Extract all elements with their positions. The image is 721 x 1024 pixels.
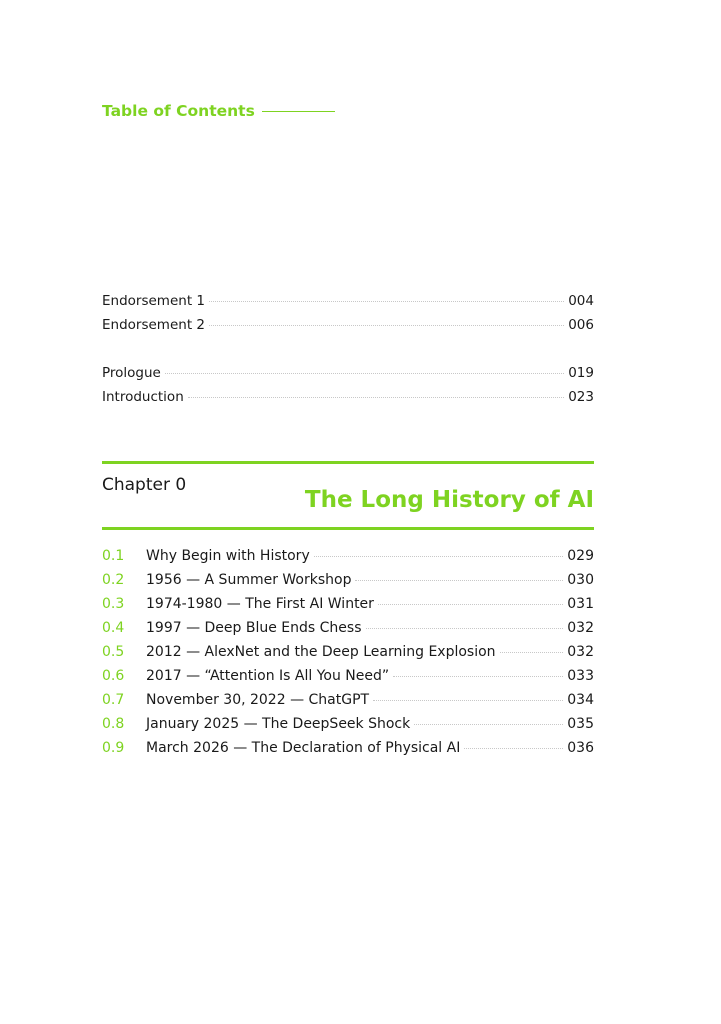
dot-leader (209, 325, 564, 326)
section-entry[interactable] (102, 668, 594, 692)
section-title: 2012 — AlexNet and the Deep Learning Explosion (146, 644, 496, 660)
section-page: 031 (567, 596, 594, 612)
entry-title: Endorsement 2 (102, 317, 205, 333)
section-entry[interactable] (102, 548, 594, 572)
section-number: 0.9 (102, 740, 125, 756)
section-number: 0.4 (102, 620, 125, 636)
section-number: 0.8 (102, 716, 125, 732)
dot-leader (393, 676, 563, 677)
section-title: 1997 — Deep Blue Ends Chess (146, 620, 362, 636)
section-page: 032 (567, 644, 594, 660)
section-number: 0.1 (102, 548, 125, 564)
dot-leader (464, 748, 563, 749)
dot-leader (188, 397, 564, 398)
entry-page: 006 (568, 317, 594, 333)
toc-heading (102, 102, 335, 120)
toc-heading-text: Table of Contents (102, 102, 255, 120)
section-page: 032 (567, 620, 594, 636)
entry-page: 019 (568, 365, 594, 381)
dot-leader (414, 724, 563, 725)
dot-leader (355, 580, 563, 581)
section-number: 0.2 (102, 572, 125, 588)
toc-entry[interactable] (102, 293, 594, 317)
chapter-title: The Long History of AI (304, 487, 594, 513)
section-entry[interactable] (102, 644, 594, 668)
front-matter-group-1 (102, 293, 594, 341)
dot-leader (500, 652, 564, 653)
section-number: 0.3 (102, 596, 125, 612)
section-entry[interactable] (102, 692, 594, 716)
section-title: January 2025 — The DeepSeek Shock (146, 716, 411, 732)
entry-title: Introduction (102, 389, 184, 405)
section-entry[interactable] (102, 716, 594, 740)
section-entry[interactable] (102, 740, 594, 764)
section-number: 0.5 (102, 644, 125, 660)
entry-page: 023 (568, 389, 594, 405)
section-page: 035 (567, 716, 594, 732)
entry-title: Prologue (102, 365, 161, 381)
dot-leader (314, 556, 564, 557)
dot-leader (366, 628, 564, 629)
section-entry[interactable] (102, 572, 594, 596)
section-page: 033 (567, 668, 594, 684)
dot-leader (165, 373, 564, 374)
section-list (102, 548, 594, 764)
section-title: Why Begin with History (146, 548, 310, 564)
dot-leader (378, 604, 563, 605)
section-page: 029 (567, 548, 594, 564)
section-entry[interactable] (102, 596, 594, 620)
entry-title: Endorsement 1 (102, 293, 205, 309)
toc-entry[interactable] (102, 389, 594, 413)
section-title: 1974-1980 — The First AI Winter (146, 596, 374, 612)
dot-leader (209, 301, 564, 302)
chapter-label: Chapter 0 (102, 475, 187, 495)
chapter-top-rule (102, 461, 594, 464)
section-page: 030 (567, 572, 594, 588)
section-number: 0.7 (102, 692, 125, 708)
section-number: 0.6 (102, 668, 125, 684)
toc-entry[interactable] (102, 317, 594, 341)
toc-entry[interactable] (102, 365, 594, 389)
section-title: November 30, 2022 — ChatGPT (146, 692, 370, 708)
section-page: 036 (567, 740, 594, 756)
entry-page: 004 (568, 293, 594, 309)
section-title: 1956 — A Summer Workshop (146, 572, 352, 588)
front-matter-group-2 (102, 365, 594, 413)
section-title: March 2026 — The Declaration of Physical AI (146, 740, 461, 756)
dot-leader (373, 700, 563, 701)
toc-heading-rule (262, 111, 335, 112)
section-entry[interactable] (102, 620, 594, 644)
section-page: 034 (567, 692, 594, 708)
chapter-bottom-rule (102, 527, 594, 530)
section-title: 2017 — “Attention Is All You Need” (146, 668, 390, 684)
